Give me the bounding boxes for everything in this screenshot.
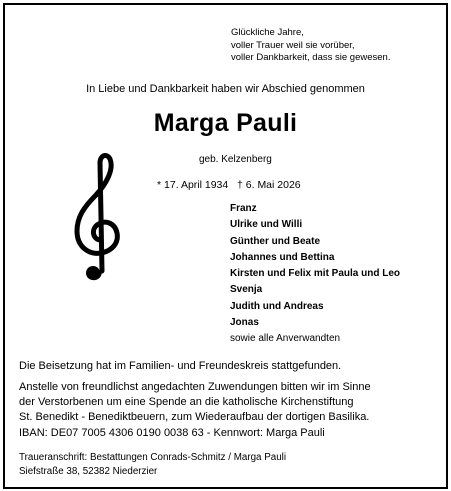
donation-line: Anstelle von freundlichst angedachten Zuwendungen bitten wir im Sinne [19,381,371,393]
address-line: Traueranschrift: Bestattungen Conrads-Schmitz / Marga Pauli [19,452,286,463]
birth-symbol: * [157,179,162,191]
birth-name: geb. Kelzenberg [199,154,272,165]
treble-clef-icon [69,153,129,285]
poem-line: voller Trauer weil sie vorüber, [231,39,355,51]
mourners-footer: sowie alle Anverwandten [230,333,341,345]
mourner-name: Günther und Beate [230,235,321,247]
donation-line: der Verstorbenen um eine Spende an die katholische Kirchenstiftung [19,396,354,409]
mourner-name: Jonas [230,317,259,329]
mourners-list [230,201,400,348]
death-symbol: † [237,179,243,191]
life-dates [157,179,301,191]
donation-request [19,380,371,441]
address-line: Siefstraße 38, 52382 Niederzier [19,466,158,477]
donation-line: St. Benedikt - Benediktbeuern, zum Wiederaufbau der dortigen Basilika. [19,411,370,424]
mourner-name: Svenja [230,284,263,296]
mourner-name: Johannes und Bettina [230,251,335,263]
poem-line: Glückliche Jahre, [231,27,304,38]
death-date: 6. Mai 2026 [245,179,301,191]
burial-notice: Die Beisetzung hat im Familien- und Freundeskreis stattgefunden. [19,360,342,372]
poem [231,27,390,65]
poem-line: voller Dankbarkeit, dass sie gewesen. [231,52,391,63]
obituary-card [3,3,448,489]
deceased-name: Marga Pauli [153,109,298,137]
mourner-name: Judith und Andreas [230,300,324,312]
mourning-address [19,451,286,479]
birth-date: 17. April 1934 [164,179,229,191]
mourner-name: Ulrike und Willi [230,219,303,231]
mourner-name: Kirsten und Felix mit Paula und Leo [230,268,401,280]
intro-text: In Liebe und Dankbarkeit haben wir Abschied genommen [86,83,365,95]
mourner-name: Franz [230,203,257,214]
donation-line: IBAN: DE07 7005 4306 0190 0038 63 - Kennwort: Marga Pauli [19,426,325,439]
